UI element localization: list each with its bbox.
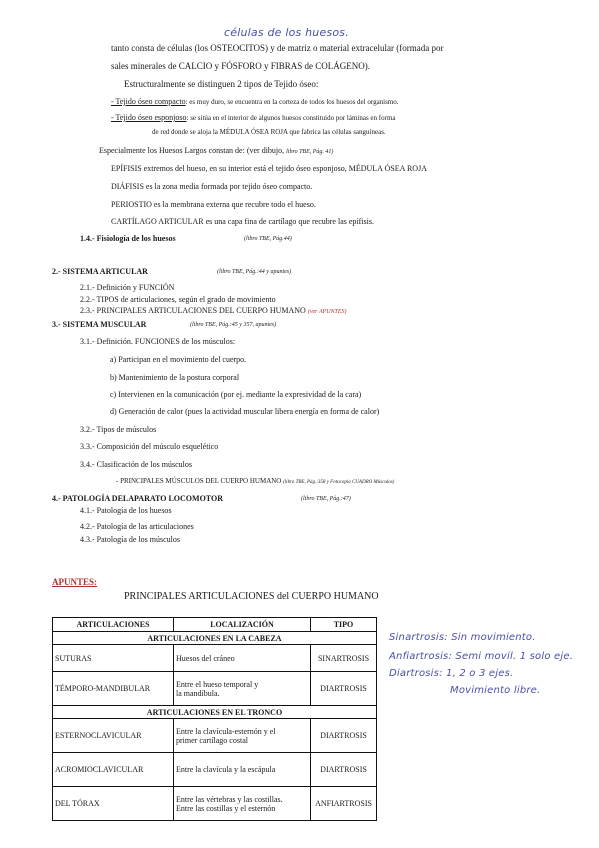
section-2-item-2: 2.2.- TIPOS de articulaciones, según el grado de movimiento xyxy=(80,295,276,304)
tejido-compacto-term: - Tejido óseo compacto xyxy=(111,97,186,106)
table-row xyxy=(53,672,377,706)
cell-localizacion-line: Entre las costillas y el esternón xyxy=(176,803,276,813)
cell-tipo: DIARTROSIS xyxy=(311,719,377,753)
cell-localizacion xyxy=(174,672,311,706)
handwritten-note-sinartrosis: Sinartrosis: Sin movimiento. xyxy=(389,632,536,643)
cell-localizacion-line: Entre la clavícula-esternón y el xyxy=(176,726,276,736)
principales-musculos-ref: (libro TBE, Pág.:358 y Fotocopia CUADRO Músculos) xyxy=(283,480,395,485)
section-cabeza: ARTICULACIONES EN LA CABEZA xyxy=(53,632,377,645)
header-tipo: TIPO xyxy=(311,618,377,632)
section-row-tronco xyxy=(53,706,377,719)
section-3-item-4: 3.4.- Clasificación de los músculos xyxy=(80,460,192,469)
section-1-4-title: 1.4.- Fisiología de los huesos xyxy=(80,234,176,243)
huesos-largos-ref: libro TBE, Pág. 41) xyxy=(286,149,334,155)
cartilago-line: CARTÍLAGO ARTICULAR es una capa fina de cartílago que recubre las epífisis. xyxy=(111,217,374,226)
tejido-esponjoso-desc-2: de red donde se aloja la MÉDULA ÓSEA ROJA que fabrica las células sanguíneas. xyxy=(152,128,386,136)
handwritten-annotation-top: células de los huesos. xyxy=(224,26,349,39)
table-row xyxy=(53,719,377,753)
section-row-cabeza xyxy=(53,632,377,645)
section-3-item-3: 3.3.- Composición del músculo esquelético xyxy=(80,442,219,451)
table-header-row xyxy=(53,618,377,632)
cell-localizacion-line: la mandíbula. xyxy=(176,688,220,698)
cell-localizacion: Entre la clavícula y la escápula xyxy=(174,753,311,787)
cell-tipo: DIARTROSIS xyxy=(311,672,377,706)
cell-localizacion-line: primer cartílago costal xyxy=(176,735,248,745)
tejido-esponjoso-desc: : se sitúa en el interior de algunos huesos constituido por láminas en forma xyxy=(186,114,396,122)
section-4-title: 4.- PATOLOGÍA DELAPARATO LOCOMOTOR xyxy=(52,494,223,503)
diafisis-line: DIÁFISIS es la zona media formada por tejido óseo compacto. xyxy=(111,182,313,191)
funcion-c: c) Intervienen en la comunicación (por ej. mediante la expresividad de la cara) xyxy=(110,390,362,399)
cell-localizacion: Huesos del cráneo xyxy=(174,645,311,672)
table-row xyxy=(53,787,377,821)
cell-tipo: ANFIARTROSIS xyxy=(311,787,377,821)
handwritten-note-diartrosis: Diartrosis: 1, 2 o 3 ejes. xyxy=(389,668,514,679)
section-4-item-3: 4.3.- Patología de los músculos xyxy=(80,535,180,544)
tejido-esponjoso xyxy=(111,113,396,122)
tejido-esponjoso-term: - Tejido óseo esponjoso xyxy=(111,113,187,122)
cell-articulacion: DEL TÓRAX xyxy=(53,787,174,821)
handwritten-note-anfiartrosis: Anfiartrosis: Semi movil. 1 solo eje. xyxy=(389,651,574,662)
header-localizacion: LOCALIZACIÓN xyxy=(174,618,311,632)
intro-line-3: Estructuralmente se distinguen 2 tipos de Tejido óseo: xyxy=(124,79,319,89)
table-row xyxy=(53,645,377,672)
huesos-largos-intro-text: Especialmente los Huesos Largos constan de: (ver dibujo, xyxy=(99,146,285,155)
funcion-d: d) Generación de calor (pues la actividad muscular libera energía en forma de calor) xyxy=(110,407,380,416)
header-articulaciones: ARTICULACIONES xyxy=(53,618,174,632)
cell-articulacion: TÉMPORO-MANDIBULAR xyxy=(53,672,174,706)
principales-musculos xyxy=(116,477,394,485)
section-3-ref: (libro TBE, Pág.:45 y 357, apuntes) xyxy=(190,322,277,328)
periostio-line: PERIOSTIO es la membrana externa que recubre todo el hueso. xyxy=(111,200,316,209)
section-4-ref: (libro TBE, Pág.:47) xyxy=(301,496,351,502)
apuntes-label: APUNTES: xyxy=(52,577,98,587)
cell-tipo: DIARTROSIS xyxy=(311,753,377,787)
articulaciones-table xyxy=(52,617,377,821)
section-2-item-3 xyxy=(80,306,347,315)
cell-articulacion: ACROMIOCLAVICULAR xyxy=(53,753,174,787)
cell-localizacion-line: Entre el hueso temporal y xyxy=(176,679,259,689)
section-tronco: ARTICULACIONES EN EL TRONCO xyxy=(53,706,377,719)
section-4-item-1: 4.1.- Patología de los huesos xyxy=(80,506,172,515)
section-2-item-1: 2.1.- Definición y FUNCIÓN xyxy=(80,283,175,292)
epifisis-line: EPÍFISIS extremos del hueso, en su interior está el tejido óseo esponjoso, MÉDULA ÓSEA ROJA xyxy=(111,164,427,173)
cell-localizacion xyxy=(174,787,311,821)
cell-localizacion xyxy=(174,719,311,753)
section-3-def: 3.1.- Definición. FUNCIONES de los músculos: xyxy=(80,337,236,346)
cell-articulacion: SUTURAS xyxy=(53,645,174,672)
cell-localizacion-line: Entre las vértebras y las costillas. xyxy=(176,794,283,804)
intro-line-1: tanto consta de células (los OSTEOCITOS) y de matriz o material extracelular (formada por xyxy=(111,43,444,53)
funcion-a: a) Participan en el movimiento del cuerpo. xyxy=(110,355,247,364)
tejido-compacto xyxy=(111,97,399,106)
funcion-b: b) Mantenimiento de la postura corporal xyxy=(110,373,240,382)
intro-line-2: sales minerales de CALCIO y FÓSFORO y FIBRAS de COLÁGENO). xyxy=(111,61,370,71)
handwritten-note-movimiento: Movimiento libre. xyxy=(450,685,541,696)
cell-articulacion: ESTERNOCLAVICULAR xyxy=(53,719,174,753)
section-2-title: 2.- SISTEMA ARTICULAR xyxy=(52,267,148,276)
section-3-title: 3.- SISTEMA MUSCULAR xyxy=(52,320,147,329)
principales-musculos-text: - PRINCIPALES MÚSCULOS DEL CUERPO HUMANO xyxy=(116,477,282,485)
table-row xyxy=(53,753,377,787)
cell-tipo: SINARTROSIS xyxy=(311,645,377,672)
tejido-compacto-desc: : es muy duro, se encuentra en la corteza de todos los huesos del organismo. xyxy=(185,98,399,106)
section-2-item-3-text: 2.3.- PRINCIPALES ARTICULACIONES DEL CUERPO HUMANO xyxy=(80,306,306,315)
section-4-item-2: 4.2.- Patología de las articulaciones xyxy=(80,522,194,531)
section-2-item-3-ref: (ver APUNTES) xyxy=(307,309,347,315)
section-2-ref: (libro TBE, Pág.:44 y apuntes) xyxy=(217,269,292,275)
section-3-item-2: 3.2.- Tipos de músculos xyxy=(80,425,157,434)
huesos-largos-intro xyxy=(99,146,333,155)
table-title: PRINCIPALES ARTICULACIONES del CUERPO HUMANO xyxy=(124,591,379,602)
section-1-4-ref: (libro TBE, Pág.44) xyxy=(244,236,292,242)
